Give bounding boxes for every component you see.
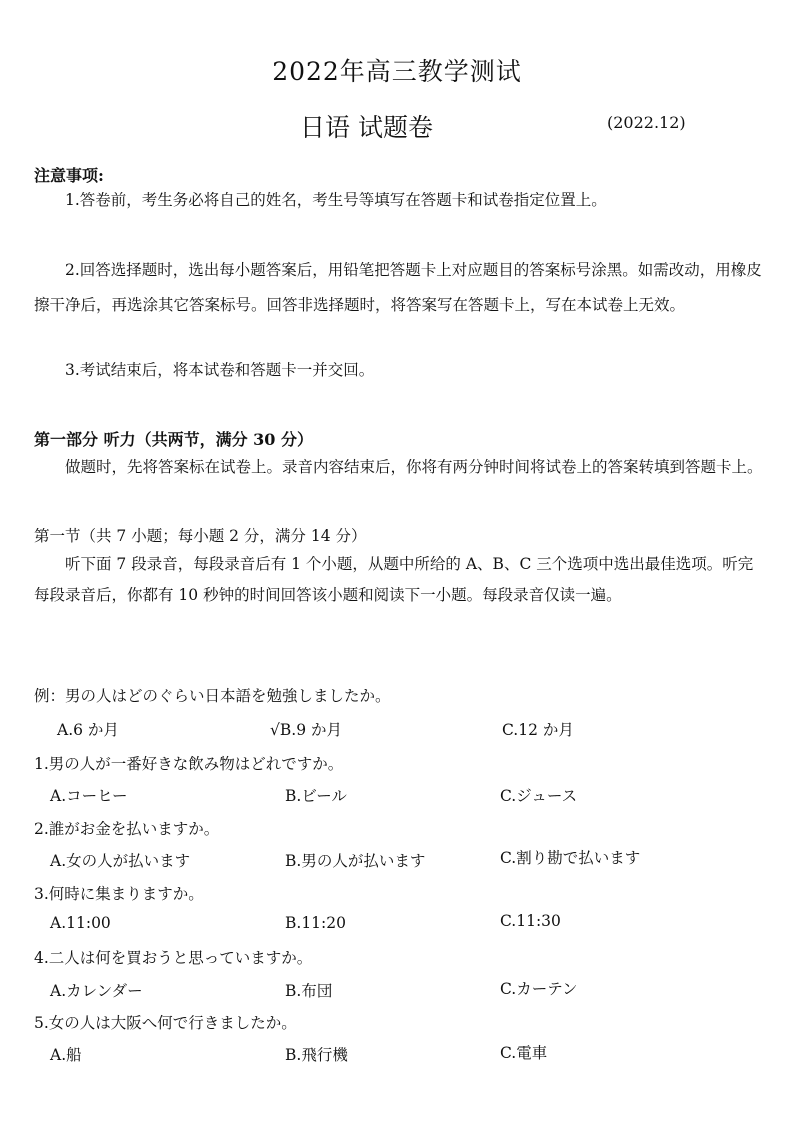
question-1-option-a: A.コーヒー <box>50 787 128 805</box>
question-2-option-c: C.割り勘で払います <box>500 849 641 867</box>
question-5: 5.女の人は大阪へ何で行きましたか。 <box>34 1014 297 1032</box>
exam-date: (2022.12) <box>607 113 686 132</box>
question-1-option-b: B.ビール <box>285 787 347 805</box>
example-option-a: A.6 か月 <box>57 721 119 739</box>
question-1: 1.男の人が一番好きな飲み物はどれですか。 <box>34 755 344 773</box>
exam-title: 2022年高三教学测试 <box>272 57 522 86</box>
question-5-option-c: C.電車 <box>500 1044 548 1062</box>
question-5-option-a: A.船 <box>50 1046 82 1064</box>
question-3-option-c: C.11:30 <box>500 912 561 930</box>
question-4-option-b: B.布団 <box>285 982 333 1000</box>
section1-intro: 听下面 7 段录音，每段录音后有 1 个小题，从题中所给的 A、B、C 三个选项中选出最佳选项。听完每段录音后，你都有 10 秒钟的时间回答该小题和阅读下一小题。每段录音仅读一遍。 <box>34 555 754 604</box>
question-4: 4.二人は何を買おうと思っていますか。 <box>34 949 313 967</box>
example-option-b: √B.9 か月 <box>270 721 342 739</box>
part1-intro: 做题时，先将答案标在试卷上。录音内容结束后，你将有两分钟时间将试卷上的答案转填到答题卡上。 <box>65 458 763 476</box>
part1-heading: 第一部分 听力（共两节，满分 30 分） <box>34 430 313 449</box>
exam-subtitle: 日语 试题卷 <box>300 113 433 142</box>
notes-item-2: 2.回答选择题时，选出每小题答案后，用铅笔把答题卡上对应题目的答案标号涂黑。如需改动，用橡皮擦干净后，再选涂其它答案标号。回答非选择题时，将答案写在答题卡上，写在本试卷上无效。 <box>34 261 762 314</box>
notes-item-3: 3.考试结束后，将本试卷和答题卡一并交回。 <box>65 361 375 379</box>
example-question: 例：男の人はどのぐらい日本語を勉強しましたか。 <box>34 687 391 705</box>
question-3-option-b: B.11:20 <box>285 914 346 932</box>
question-1-option-c: C.ジュース <box>500 787 578 805</box>
question-2-option-b: B.男の人が払います <box>285 852 426 870</box>
question-3: 3.何時に集まりますか。 <box>34 885 204 903</box>
notes-item-1: 1.答卷前，考生务必将自己的姓名，考生号等填写在答题卡和试卷指定位置上。 <box>65 191 607 209</box>
question-2: 2.誰がお金を払いますか。 <box>34 820 220 838</box>
question-5-option-b: B.飛行機 <box>285 1046 348 1064</box>
example-option-c: C.12 か月 <box>502 721 574 739</box>
question-2-option-a: A.女の人が払います <box>50 852 191 870</box>
question-3-option-a: A.11:00 <box>50 914 111 932</box>
notes-heading: 注意事项: <box>34 166 104 185</box>
section1-heading: 第一节（共 7 小题；每小题 2 分，满分 14 分） <box>34 527 367 545</box>
question-4-option-a: A.カレンダー <box>50 982 143 1000</box>
question-4-option-c: C.カーテン <box>500 980 578 998</box>
